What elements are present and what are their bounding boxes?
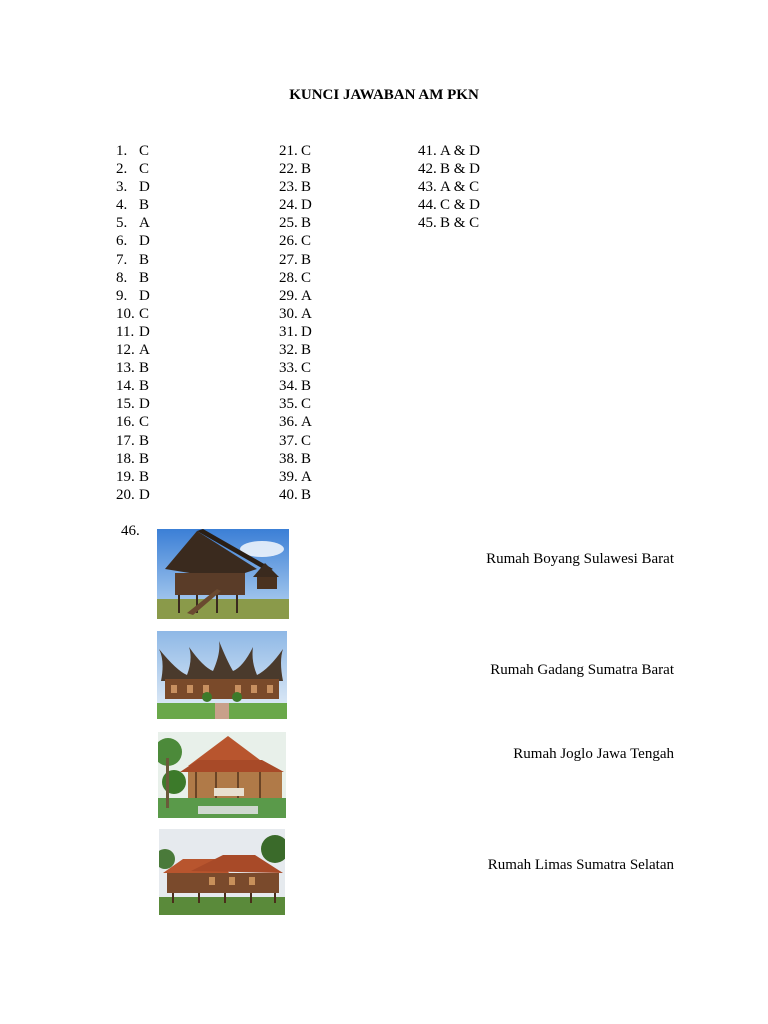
answer-value: C (301, 143, 312, 159)
answer-row (418, 178, 480, 196)
question-number: 40. (279, 486, 298, 503)
answer-row (418, 214, 480, 232)
question-number: 7. (116, 251, 128, 268)
answer-value: B (139, 468, 150, 485)
question-number: 31. (279, 323, 298, 340)
question-number: 15. (116, 396, 135, 413)
question-number: 12. (116, 342, 135, 359)
answer-value: B (139, 269, 150, 286)
question-number: 9. (116, 287, 128, 304)
question-number: 19. (116, 468, 135, 485)
question-number: 37. (279, 432, 298, 449)
question-number: 10. (116, 305, 135, 322)
answer-row (116, 251, 150, 269)
answer-row (116, 468, 150, 486)
answer-value: B (139, 360, 150, 377)
house-label-3: Rumah Joglo Jawa Tengah (513, 746, 674, 762)
answer-value: A (301, 468, 312, 485)
answer-value: B (301, 342, 312, 359)
answer-row (279, 178, 312, 196)
answer-value: B (301, 215, 312, 232)
answer-row (116, 359, 150, 377)
answer-value: B (301, 378, 312, 395)
answer-value: C (139, 305, 150, 322)
answer-row (116, 432, 150, 450)
house-label-4: Rumah Limas Sumatra Selatan (487, 857, 674, 873)
answer-value: C (301, 396, 312, 413)
answer-row (279, 395, 312, 413)
answer-row (279, 196, 312, 214)
question-number: 8. (116, 269, 128, 286)
answer-row (116, 196, 150, 214)
answer-row (418, 160, 480, 178)
answer-value: A (139, 215, 150, 232)
answer-value: B & D (440, 161, 481, 178)
question-number: 25. (279, 215, 298, 232)
question-number: 11. (116, 323, 135, 340)
answer-value: B (301, 161, 312, 178)
question-number: 26. (279, 233, 298, 250)
answer-value: B (139, 450, 150, 467)
answer-value: C (301, 233, 312, 250)
answer-row (116, 450, 150, 468)
answer-value: A (301, 305, 312, 322)
answer-value: B (139, 197, 150, 214)
answer-row (279, 142, 312, 160)
question-number: 42. (418, 161, 437, 178)
question-number: 18. (116, 450, 135, 467)
question-number: 6. (116, 233, 128, 250)
question-number: 23. (279, 179, 298, 196)
rumah-joglo-photo (158, 732, 286, 818)
question-number: 3. (116, 179, 128, 196)
answer-row (279, 377, 312, 395)
answer-value: D (301, 197, 312, 214)
answer-row (116, 377, 150, 395)
question-number: 16. (116, 414, 135, 431)
answer-value: A (301, 414, 312, 431)
question-number: 28. (279, 269, 298, 286)
answer-value: C (139, 161, 150, 178)
answer-value: C & D (440, 197, 481, 214)
answer-value: A (139, 342, 150, 359)
answer-row (116, 413, 150, 431)
answer-value: C (301, 360, 312, 377)
answer-row (279, 341, 312, 359)
question-number: 44. (418, 197, 437, 214)
answer-value: B (301, 486, 312, 503)
answer-row (116, 305, 150, 323)
answers-column-1 (116, 142, 150, 504)
rumah-gadang-photo (157, 631, 287, 719)
answer-row (116, 287, 150, 305)
answer-value: C (139, 414, 150, 431)
answer-value: B (301, 251, 312, 268)
house-label-2: Rumah Gadang Sumatra Barat (490, 662, 674, 678)
answer-row (116, 486, 150, 504)
answer-row (279, 269, 312, 287)
answers-column-2 (279, 142, 312, 504)
question-46-number: 46. (121, 523, 140, 539)
answer-value: C (301, 432, 312, 449)
answer-row (279, 486, 312, 504)
answer-value: A & C (440, 179, 480, 196)
answer-value: A (301, 287, 312, 304)
question-number: 29. (279, 287, 298, 304)
answer-row (116, 214, 150, 232)
answer-row (279, 432, 312, 450)
rumah-limas-photo (159, 829, 285, 915)
question-number: 30. (279, 305, 298, 322)
answer-row (116, 178, 150, 196)
question-number: 27. (279, 251, 298, 268)
answer-row (279, 214, 312, 232)
answer-row (279, 160, 312, 178)
answer-value: B & C (440, 215, 480, 232)
answer-row (279, 359, 312, 377)
question-number: 39. (279, 468, 298, 485)
question-number: 43. (418, 179, 437, 196)
answer-row (279, 232, 312, 250)
question-number: 24. (279, 197, 298, 214)
answer-value: D (139, 233, 150, 250)
answer-row (279, 305, 312, 323)
question-number: 35. (279, 396, 298, 413)
question-number: 34. (279, 378, 298, 395)
question-number: 36. (279, 414, 298, 431)
answer-row (116, 269, 150, 287)
question-number: 17. (116, 432, 135, 449)
answer-row (279, 450, 312, 468)
answer-row (116, 323, 150, 341)
question-number: 38. (279, 450, 298, 467)
answer-value: D (139, 486, 150, 503)
rumah-boyang-photo (157, 529, 289, 619)
question-number: 2. (116, 161, 128, 178)
answer-value: B (301, 179, 312, 196)
answer-row (279, 287, 312, 305)
question-number: 5. (116, 215, 128, 232)
answer-row (279, 468, 312, 486)
answer-value: C (139, 143, 150, 159)
answer-value: D (139, 396, 150, 413)
answer-row (418, 196, 480, 214)
question-number: 1. (116, 143, 128, 159)
answer-value: D (139, 323, 150, 340)
answer-value: B (139, 432, 150, 449)
answer-row (279, 323, 312, 341)
question-number: 20. (116, 486, 135, 503)
answer-value: B (139, 251, 150, 268)
house-label-1: Rumah Boyang Sulawesi Barat (486, 551, 674, 567)
question-number: 14. (116, 378, 135, 395)
question-number: 22. (279, 161, 298, 178)
answer-value: A & D (440, 143, 481, 159)
answers-column-3 (418, 142, 480, 232)
answer-value: D (139, 287, 150, 304)
answer-row (279, 251, 312, 269)
answer-row (116, 395, 150, 413)
question-number: 41. (418, 143, 437, 159)
answer-value: C (301, 269, 312, 286)
answer-row (116, 160, 150, 178)
answer-row (279, 413, 312, 431)
answer-row (116, 341, 150, 359)
question-number: 33. (279, 360, 298, 377)
answer-row (418, 142, 480, 160)
question-number: 4. (116, 197, 128, 214)
answer-value: B (301, 450, 312, 467)
question-number: 45. (418, 215, 437, 232)
answer-value: D (139, 179, 150, 196)
answer-row (116, 142, 150, 160)
question-number: 32. (279, 342, 298, 359)
answer-row (116, 232, 150, 250)
page-title: KUNCI JAWABAN AM PKN (289, 87, 479, 103)
answer-value: D (301, 323, 312, 340)
answer-value: B (139, 378, 150, 395)
question-number: 21. (279, 143, 298, 159)
question-number: 13. (116, 360, 135, 377)
